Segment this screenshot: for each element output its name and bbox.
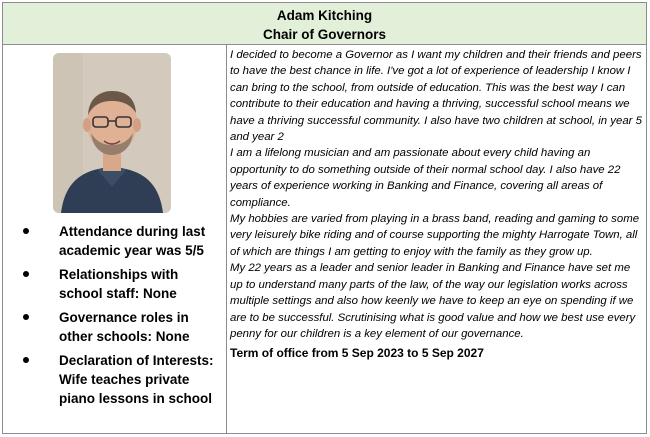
bullet-icon <box>23 314 29 320</box>
bio-paragraph-2: I am a lifelong musician and am passionate about every child having an opportunity to do something outside of their normal school day. I also have 22 years of experience working in Banking and Finance, covering all areas of compliance. <box>230 147 621 209</box>
biography-column <box>230 47 644 362</box>
declaration-list <box>23 222 223 413</box>
bullet-icon <box>23 228 29 234</box>
governor-role: Chair of Governors <box>262 27 387 42</box>
attendance-text: Attendance during last academic year was 5/5 <box>59 224 206 258</box>
list-item <box>23 351 223 408</box>
bio-paragraph-1: I decided to become a Governor as I want my children and their friends and peers to have the best chance in life. I've got a lot of experience of leadership I know I can bring to the school, from outside of education. This was the best way I can contribute to their education and having a thriving, successful school means we have a thriving successful community. I also have two children at school, in year 5 and year 2 <box>230 49 642 144</box>
bio-paragraph-3: My hobbies are varied from playing in a brass band, reading and gaming to some very leisurely bike riding and of course supporting the mighty Harrogate Town, all of which are things I am getting to enjoy with the family as they grow up. <box>230 213 640 258</box>
list-item <box>23 265 223 303</box>
list-item <box>23 222 223 260</box>
bullet-icon <box>23 271 29 277</box>
list-item <box>23 308 223 346</box>
term-of-office: Term of office from 5 Sep 2023 to 5 Sep 2027 <box>230 346 484 361</box>
column-divider <box>226 45 227 433</box>
portrait-image <box>53 53 171 213</box>
profile-header <box>3 3 646 45</box>
bio-paragraph-4: My 22 years as a leader and senior leader in Banking and Finance have set me up to understand many parts of the law, of the way our legislation works across multiple settings and also how keenly we have to keep an eye on spending if we are to be successful. Scrutinising what is good value and how we best use every penny for our children is a key element of our governance. <box>230 262 636 340</box>
governor-profile-card <box>2 2 647 434</box>
bullet-icon <box>23 357 29 363</box>
governance-roles-text: Governance roles in other schools: None <box>59 310 190 344</box>
left-column <box>3 46 226 433</box>
declaration-of-interests-text: Declaration of Interests: Wife teaches private piano lessons in school <box>59 353 214 406</box>
governor-name: Adam Kitching <box>276 8 373 23</box>
relationships-text: Relationships with school staff: None <box>59 267 179 301</box>
governor-photo <box>53 53 171 213</box>
